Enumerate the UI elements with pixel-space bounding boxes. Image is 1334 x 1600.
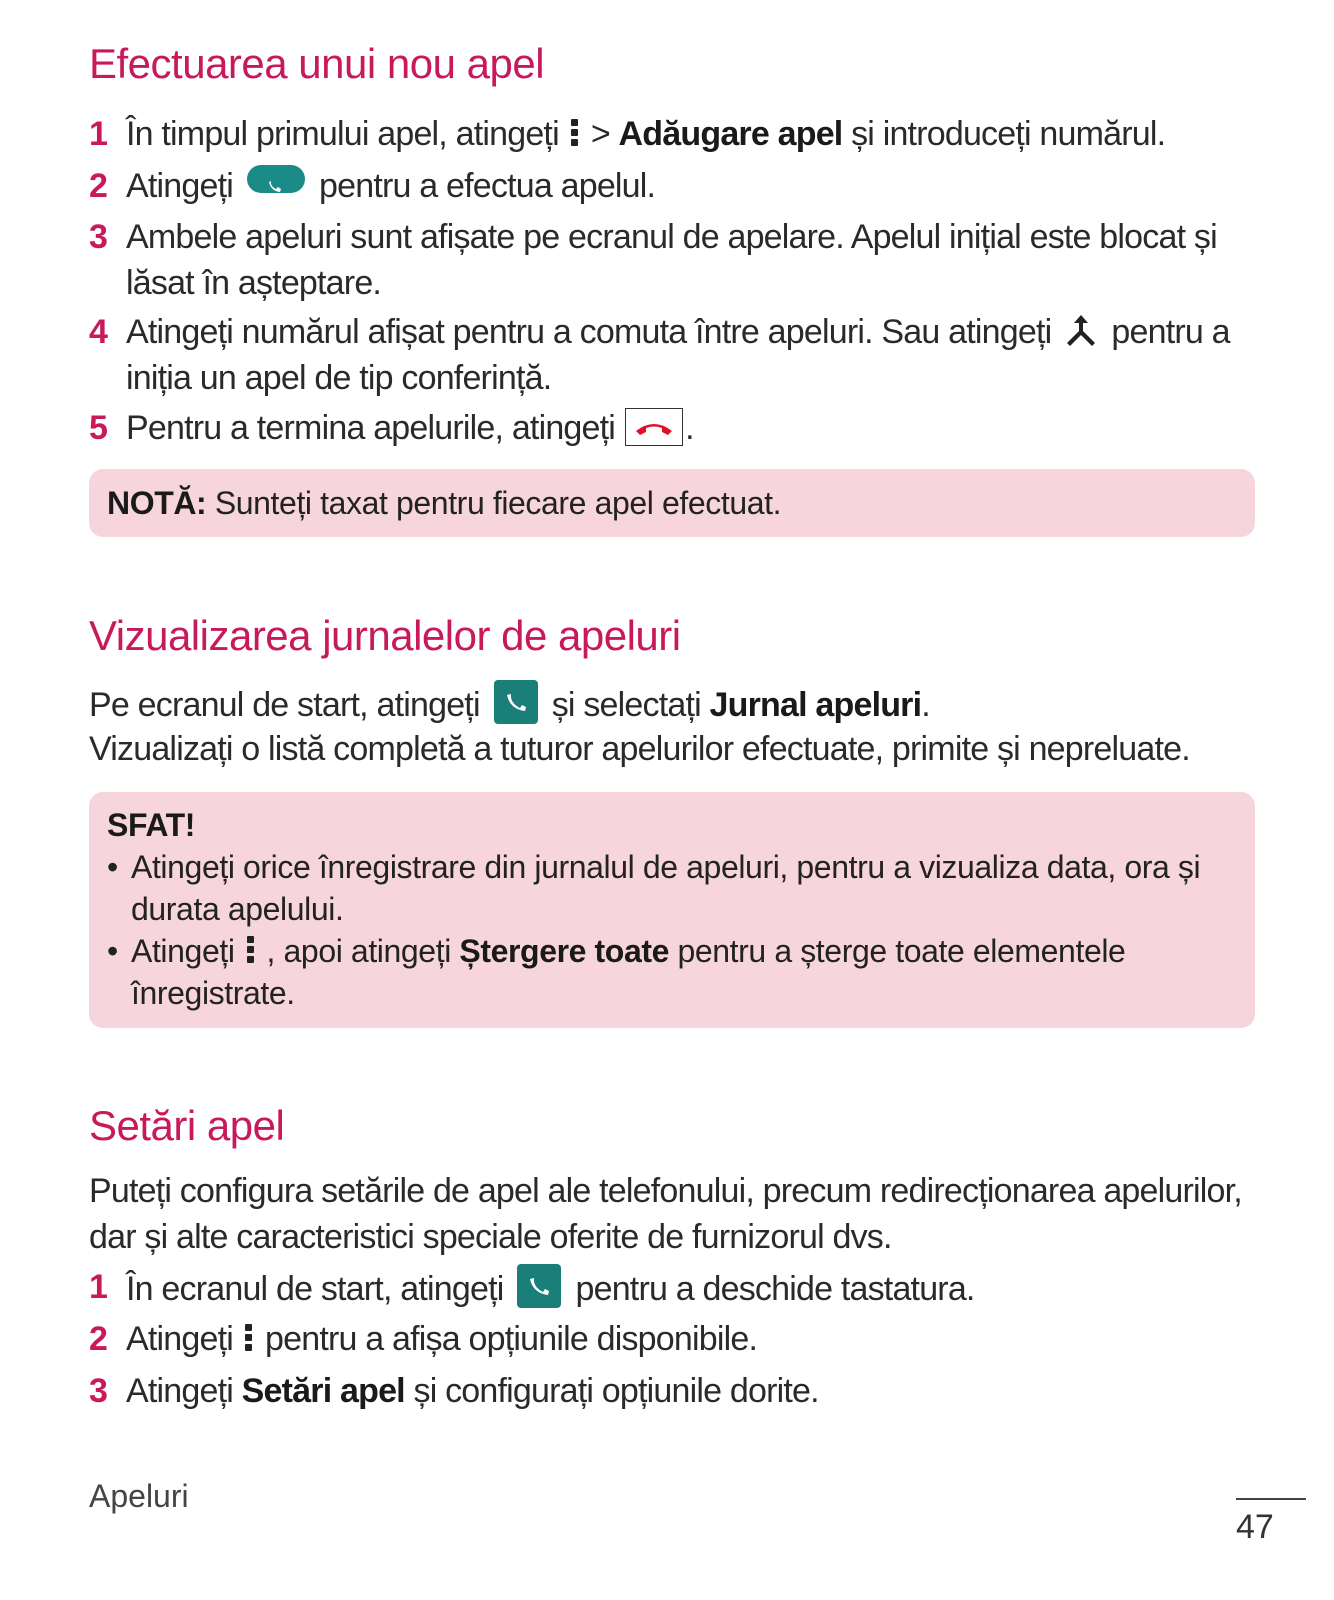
settings-step-2: 2 Atingeți pentru a afișa opțiunile disponibile.: [89, 1320, 758, 1358]
step-number: 1: [89, 115, 108, 153]
tip-bullet-2: • Atingeți , apoi atingeți Ștergere toate pentru a șterge toate elementele înregistrate.: [107, 933, 1126, 1011]
step-2: 2 Atingeți pentru a efectua apelul.: [89, 167, 656, 205]
menu-dots-icon: [571, 117, 579, 149]
section-title-call-settings: Setări apel: [89, 1102, 285, 1149]
step-3: 3 Ambele apeluri sunt afișate pe ecranul de apelare. Apelul inițial este blocat și lăsat în așteptare.: [89, 218, 1217, 302]
settings-step-3: 3 Atingeți Setări apel și configurați opțiunile dorite.: [89, 1372, 819, 1410]
call-logs-line-1: Pe ecranul de start, atingeți și selectați Jurnal apeluri.: [89, 680, 1255, 728]
tip-box: [89, 792, 1255, 1028]
note-box: [89, 469, 1255, 537]
step-4: 4 Atingeți numărul afișat pentru a comuta între apeluri. Sau atingeți pentru a iniția un apel de tip conferință.: [89, 313, 1230, 397]
footer-section-label: Apeluri: [89, 1478, 189, 1514]
menu-dots-icon: [245, 1322, 253, 1354]
note-label: NOTĂ:: [107, 485, 207, 521]
section-title-new-call: Efectuarea unui nou apel: [89, 40, 545, 87]
add-call-label: Adăugare apel: [618, 115, 843, 153]
delete-all-label: Ștergere toate: [459, 933, 669, 969]
call-logs-line-2: Vizualizați o listă completă a tuturor apelurilor efectuate, primite și nepreluate.: [89, 730, 1190, 768]
end-call-icon: [625, 408, 683, 446]
menu-dots-icon: [247, 934, 255, 966]
call-settings-intro: Puteți configura setările de apel ale telefonului, precum redirecționarea apelurilor, dar și alte caracteristici speciale oferite de furnizorul dvs.: [89, 1172, 1242, 1256]
section-title-call-logs: Vizualizarea jurnalelor de apeluri: [89, 612, 681, 659]
merge-calls-icon: [1061, 311, 1101, 351]
settings-step-1: 1 În ecranul de start, atingeți pentru a deschide tastatura.: [89, 1264, 1255, 1312]
note-text: Sunteți taxat pentru fiecare apel efectuat.: [206, 485, 782, 521]
call-button-icon: [247, 165, 305, 193]
phone-app-icon: [494, 680, 538, 724]
tip-bullet-1: • Atingeți orice înregistrare din jurnalul de apeluri, pentru a vizualiza data, ora și durata apelului.: [107, 849, 1201, 927]
step-1: 1 În timpul primului apel, atingeți > Adăugare apel și introduceți numărul.: [89, 111, 1255, 157]
phone-app-icon: [517, 1264, 561, 1308]
step-5: 5 Pentru a termina apelurile, atingeți .: [89, 409, 694, 447]
call-settings-label: Setări apel: [241, 1372, 405, 1410]
page-number: 47: [1236, 1498, 1306, 1547]
call-log-label: Jurnal apeluri: [709, 686, 922, 724]
tip-label: SFAT!: [107, 807, 196, 843]
